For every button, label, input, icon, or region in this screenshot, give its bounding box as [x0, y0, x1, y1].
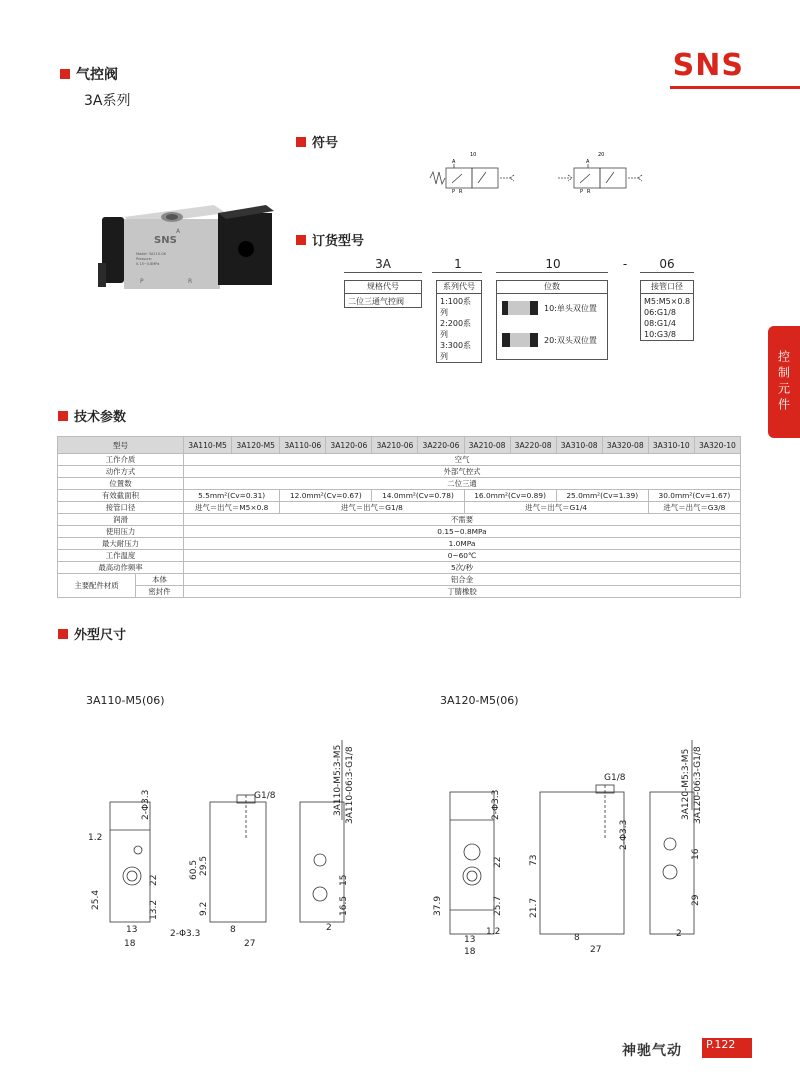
- table-row: [58, 454, 741, 466]
- dim-label: 3A120-M5:3-M5: [681, 748, 691, 820]
- table-row: [58, 586, 741, 598]
- order-port-box: [640, 280, 694, 341]
- order-position-header: 位数: [497, 281, 607, 294]
- valve-single-thumbnail: [500, 298, 540, 318]
- row-label: 主要配件材质: [58, 574, 136, 598]
- table-header-row: [58, 437, 741, 454]
- dim-label: 27: [244, 939, 256, 949]
- dim-label: G1/8: [254, 791, 276, 801]
- order-port-item: M5:M5×0.8: [644, 297, 691, 306]
- model-cell: 3A310-08: [556, 437, 602, 454]
- logo-underline: [670, 86, 800, 89]
- dim-label: 2-Φ3.3: [141, 789, 151, 820]
- dim-label: 3A110-M5:3-M5: [333, 744, 343, 816]
- photo-mark-a: A: [176, 228, 181, 235]
- dim-label: 22: [493, 856, 503, 868]
- table-row: [58, 526, 741, 538]
- row-label: 工作介质: [58, 454, 184, 466]
- row-label: 润滑: [58, 514, 184, 526]
- tech-section-title: [58, 406, 126, 425]
- model-cell: 3A120-06: [326, 437, 372, 454]
- row-value: 14.0mm²(Cv=0.78): [372, 490, 464, 502]
- order-series-item: 2:200系列: [440, 319, 472, 339]
- symbol-title-text: 符号: [312, 136, 339, 151]
- dim-label: 1.2: [486, 927, 501, 937]
- dim-label: 2-Φ3.3: [619, 819, 629, 850]
- dim-label: 18: [464, 947, 476, 957]
- dim-label: 3A110-06:3-G1/8: [345, 746, 355, 824]
- dim-left-title: 3A110-M5(06): [86, 694, 165, 707]
- red-square-icon: [296, 235, 306, 245]
- dim-label: 29: [691, 894, 701, 906]
- table-header-label: 型号: [58, 437, 184, 454]
- page-title: [60, 64, 118, 84]
- photo-mark-r: R: [188, 278, 193, 285]
- footer-brand: 神驰气动: [622, 1043, 682, 1059]
- page-subtitle: 3A系列: [84, 93, 131, 109]
- order-underline: [432, 272, 482, 273]
- table-row: [58, 550, 741, 562]
- dim-label: 2: [676, 929, 682, 939]
- red-square-icon: [58, 629, 68, 639]
- symbol-single-port-p: P: [452, 189, 456, 194]
- row-value: 30.0mm²(Cv=1.67): [648, 490, 740, 502]
- dim-label: 1.2: [88, 833, 103, 843]
- dim-label: 21.7: [529, 897, 539, 918]
- row-label: 接管口径: [58, 502, 184, 514]
- order-underline: [640, 272, 694, 273]
- model-cell: 3A210-06: [372, 437, 418, 454]
- model-cell: 3A120-M5: [232, 437, 280, 454]
- red-square-icon: [58, 411, 68, 421]
- dim-label: 2-Φ3.3: [170, 929, 201, 939]
- order-part-series: 1: [454, 257, 462, 271]
- table-row: [58, 514, 741, 526]
- order-spec-header: 规格代号: [345, 281, 421, 294]
- model-cell: 3A320-10: [694, 437, 740, 454]
- order-underline: [344, 272, 422, 273]
- dim-label: 18: [124, 939, 136, 949]
- row-value: 二位三通: [184, 478, 741, 490]
- row-value: 空气: [184, 454, 741, 466]
- photo-model-line-2: Pressure:: [136, 257, 153, 261]
- dim-right-title: 3A120-M5(06): [440, 694, 519, 707]
- symbol-double-num: 20: [598, 152, 605, 158]
- dim-label: 9.2: [199, 901, 209, 916]
- symbol-section-title: [296, 132, 338, 151]
- order-section-title: [296, 230, 364, 249]
- dim-label: 13: [464, 935, 476, 945]
- row-label: 最高动作频率: [58, 562, 184, 574]
- row-label: 动作方式: [58, 466, 184, 478]
- symbol-single-port-a: A: [452, 159, 456, 165]
- dim-label: 2-Φ3.3: [491, 789, 501, 820]
- row-value: 1.0MPa: [184, 538, 741, 550]
- row-value: 进气＝出气＝G1/4: [464, 502, 648, 514]
- row-value: 0~60℃: [184, 550, 741, 562]
- side-tab[interactable]: 控制元件: [768, 326, 800, 438]
- dim-label: 60.5: [189, 859, 199, 880]
- order-series-box: [436, 280, 482, 363]
- photo-model-line-1: Model: 3A110-06: [136, 252, 166, 256]
- row-label: 有效截面积: [58, 490, 184, 502]
- row-sublabel: 密封件: [136, 586, 184, 598]
- symbol-double-port-p: P: [580, 189, 584, 194]
- order-series-header: 系列代号: [437, 281, 481, 294]
- row-value: 0.15~0.8MPa: [184, 526, 741, 538]
- order-series-item: 1:100系列: [440, 297, 472, 317]
- symbol-double-port-a: A: [586, 159, 590, 165]
- dim-label: 16.5: [339, 895, 349, 916]
- brand-logo: SNS: [672, 48, 744, 83]
- dim-label: 8: [574, 933, 580, 943]
- row-value: 铝合金: [184, 574, 741, 586]
- row-value: 16.0mm²(Cv=0.89): [464, 490, 556, 502]
- order-port-item: 08:G1/4: [644, 319, 676, 328]
- photo-mark-p: P: [140, 278, 144, 285]
- table-row: [58, 502, 741, 514]
- row-value: 外部气控式: [184, 466, 741, 478]
- model-cell: 3A310-10: [648, 437, 694, 454]
- model-cell: 3A220-06: [418, 437, 464, 454]
- spec-table: [57, 436, 741, 598]
- dim-label: 37.9: [433, 895, 443, 916]
- dim-label: 8: [230, 925, 236, 935]
- table-row: [58, 466, 741, 478]
- symbol-single-num: 10: [470, 152, 477, 158]
- order-part-type: 3A: [375, 257, 391, 271]
- row-value: 5.5mm²(Cv=0.31): [184, 490, 280, 502]
- row-value: 25.0mm²(Cv=1.39): [556, 490, 648, 502]
- model-cell: 3A320-08: [602, 437, 648, 454]
- order-underline: [496, 272, 608, 273]
- dim-label: 13: [126, 925, 138, 935]
- row-value: 进气＝出气＝M5×0.8: [184, 502, 280, 514]
- order-spec-item: 二位三通气控阀: [348, 297, 404, 306]
- dim-label: 25.7: [493, 895, 503, 916]
- row-label: 最大耐压力: [58, 538, 184, 550]
- page-title-text: 气控阀: [76, 67, 118, 83]
- model-cell: 3A110-M5: [184, 437, 232, 454]
- red-square-icon: [60, 69, 70, 79]
- row-sublabel: 本体: [136, 574, 184, 586]
- row-label: 工作温度: [58, 550, 184, 562]
- dim-label: 25.4: [91, 889, 101, 910]
- dim-label: 27: [590, 945, 602, 955]
- table-row: [58, 538, 741, 550]
- order-title-text: 订货型号: [312, 234, 365, 249]
- dim-label: 2: [326, 923, 332, 933]
- table-row: [58, 562, 741, 574]
- row-label: 使用压力: [58, 526, 184, 538]
- dim-label: 16: [691, 848, 701, 860]
- dim-label: 15: [339, 874, 349, 886]
- dim-label: 13.2: [149, 899, 159, 920]
- order-port-item: 10:G3/8: [644, 330, 676, 339]
- order-position-item: 10:单头双位置: [544, 303, 597, 313]
- order-series-item: 3:300系列: [440, 341, 472, 361]
- valve-photo: [96, 203, 274, 295]
- table-row: [58, 574, 741, 586]
- dim-label: 22: [149, 874, 159, 886]
- table-row: [58, 490, 741, 502]
- dim-label: 29.5: [199, 855, 209, 876]
- row-value: 5次/秒: [184, 562, 741, 574]
- order-part-dash: -: [622, 257, 628, 271]
- dims-title-text: 外型尺寸: [74, 628, 127, 643]
- dim-label: 73: [529, 854, 539, 866]
- dim-drawing-left: [80, 740, 380, 960]
- photo-model-line-3: 0.15~0.8MPa: [136, 262, 160, 266]
- order-position-item: 20:双头双位置: [544, 335, 597, 345]
- dim-drawing-right: [430, 740, 730, 960]
- dims-section-title: [58, 624, 126, 643]
- row-label: 位置数: [58, 478, 184, 490]
- row-value: 丁腈橡胶: [184, 586, 741, 598]
- symbol-single-port-r: R: [459, 189, 463, 194]
- order-port-item: 06:G1/8: [644, 308, 676, 317]
- order-port-header: 接管口径: [641, 281, 693, 294]
- table-row: [58, 478, 741, 490]
- symbol-double-pilot: [556, 148, 656, 194]
- symbol-double-port-r: R: [587, 189, 591, 194]
- order-position-box: [496, 280, 608, 360]
- tech-title-text: 技术参数: [74, 410, 127, 425]
- valve-double-thumbnail: [500, 330, 540, 350]
- order-part-position: 10: [545, 257, 561, 271]
- page-number: P.122: [702, 1038, 752, 1058]
- row-value: 进气＝出气＝G3/8: [648, 502, 740, 514]
- order-spec-box: [344, 280, 422, 308]
- row-value: 12.0mm²(Cv=0.67): [280, 490, 372, 502]
- model-cell: 3A110-06: [280, 437, 326, 454]
- order-part-port: 06: [659, 257, 675, 271]
- dim-label: 3A120-06:3-G1/8: [693, 746, 703, 824]
- model-cell: 3A220-08: [510, 437, 556, 454]
- model-cell: 3A210-08: [464, 437, 510, 454]
- row-value: 进气＝出气＝G1/8: [280, 502, 464, 514]
- red-square-icon: [296, 137, 306, 147]
- photo-brand: SNS: [154, 235, 177, 246]
- row-value: 不需要: [184, 514, 741, 526]
- dim-label: G1/8: [604, 773, 626, 783]
- symbol-single-pilot: [428, 148, 528, 194]
